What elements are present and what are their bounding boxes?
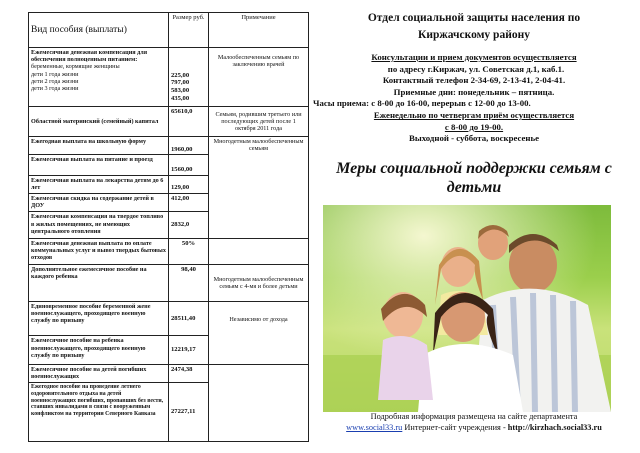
row-value: 98,40 xyxy=(169,265,209,302)
info-line: Консультации и прием документов осуществляется xyxy=(371,52,577,62)
table-row xyxy=(29,238,309,264)
row-value: 27227,11 xyxy=(169,382,209,441)
row-note: Семьям, родившим третьего или последующих детей после 1 октября 2011 года xyxy=(209,106,309,136)
footer-line2-text: Интернет-сайт учреждения - xyxy=(402,422,508,432)
org-title xyxy=(313,10,635,45)
table-row xyxy=(29,137,309,155)
org-title-line1: Отдел социальной защиты населения по xyxy=(367,12,581,24)
info-address: по адресу г.Киржач, ул. Советская д.1, каб.1. xyxy=(387,63,565,74)
contact-info xyxy=(313,52,635,145)
info-weekend: Выходной - суббота, воскресенье xyxy=(408,133,540,144)
header-benefit-type: Вид пособия (выплаты) xyxy=(29,13,169,48)
footer-line1: Подробная информация размещена на сайте департамента xyxy=(370,412,578,421)
department-link[interactable]: www.social33.ru xyxy=(346,422,403,432)
row-name: Дополнительное ежемесячное пособие на каждого ребенка xyxy=(29,265,169,302)
row-name: Ежемесячная денежная компенсация для обеспечения полноценным питанием: xyxy=(31,48,148,63)
table-row xyxy=(29,265,309,302)
benefits-table xyxy=(28,12,309,442)
row-value: 1560,00 xyxy=(169,155,209,175)
row-sub: беременные, кормящие женщины xyxy=(31,63,120,71)
row-value: 583,00 xyxy=(171,87,190,95)
row-value: 2832,0 xyxy=(169,212,209,238)
table-row xyxy=(29,47,309,106)
table-row xyxy=(29,301,309,336)
row-name: Единовременное пособие беременной жене военнослужащего, проходящего военную службу по призыву xyxy=(29,301,169,336)
row-value: 435,00 xyxy=(171,94,190,102)
row-note: Многодетным малообеспеченным семьям xyxy=(209,137,309,239)
info-phone: Контактный телефон 2-34-69, 2-13-41, 2-04-41. xyxy=(382,75,566,86)
row-value: 50% xyxy=(169,238,209,264)
family-photo xyxy=(323,205,611,412)
footer xyxy=(313,412,635,434)
row-name: Ежемесячная денежная выплата по оплате коммунальных услуг и вывоз твердых бытовых отходов xyxy=(29,238,169,264)
row-note: Многодетным малообеспеченным семьям с 4-мя и более детьми xyxy=(209,265,309,302)
row-name: Областной материнский (семейный) капитал xyxy=(29,106,169,136)
row-value: 28511,40 xyxy=(169,301,209,336)
row-value: 797,00 xyxy=(171,79,190,87)
row-value: 2474,38 xyxy=(169,364,209,382)
row-name: Ежегодное пособие на проведение летнего оздоровительного отдыха на детей военнослужащих погибших, пропавших без вести, ставших инвалидами в связи с вооруженным конфликтом на территории Северного Кавказа xyxy=(29,382,169,441)
row-note: Независимо от дохода xyxy=(209,301,309,364)
org-title-line2: Киржачскому району xyxy=(418,29,530,42)
info-hours: Часы приема: с 8-00 до 16-00, перерыв с 12-00 до 13-00. xyxy=(313,98,531,109)
row-name: Ежемесячная выплата на питание и проезд xyxy=(29,155,169,175)
row-value: 65610,0 xyxy=(169,106,209,136)
headline: Меры социальной поддержки семьям с детьми xyxy=(336,160,612,196)
institution-site-link[interactable]: http://kirzhach.social33.ru xyxy=(507,422,602,432)
row-name: Ежемесячная выплата на лекарства детям до 6 лет xyxy=(29,175,169,193)
row-name: Ежемесячное пособие на детей погибших военнослужащих xyxy=(29,364,169,382)
row-sub: дети 3 года жизни xyxy=(31,85,79,93)
header-amount: Размер руб. xyxy=(169,13,209,48)
row-value: 129,00 xyxy=(169,175,209,193)
row-value: 412,00 xyxy=(169,193,209,211)
row-name: Ежемесячная скидка на содержание детей в ДОУ xyxy=(29,193,169,211)
row-name: Ежегодная выплата на школьную форму xyxy=(29,137,169,155)
table-row xyxy=(29,106,309,136)
row-value: 12219,17 xyxy=(169,336,209,364)
info-days: Приемные дни: понедельник – пятница. xyxy=(393,86,555,97)
row-value: 1960,00 xyxy=(169,137,209,155)
row-name: Ежемесячная компенсация на твердое топливо в жилых помещениях, не имеющих центрального отопления xyxy=(29,212,169,238)
row-name: Ежемесячное пособие на ребенка военнослужащего, проходящего военную службу по призыву xyxy=(29,336,169,364)
info-thursday-hours: с 8-00 до 19-00. xyxy=(444,121,504,132)
info-thursday: Еженедельно по четвергам приём осуществляется xyxy=(373,110,575,121)
row-note: Малообеспеченным семьям по заключению врачей xyxy=(209,47,309,106)
row-sub: дети 2 года жизни xyxy=(31,77,79,85)
header-note: Примечание xyxy=(209,13,309,48)
table-row xyxy=(29,364,309,382)
row-sub: дети 1 года жизни xyxy=(31,70,79,78)
row-value: 225,00 xyxy=(171,71,190,79)
